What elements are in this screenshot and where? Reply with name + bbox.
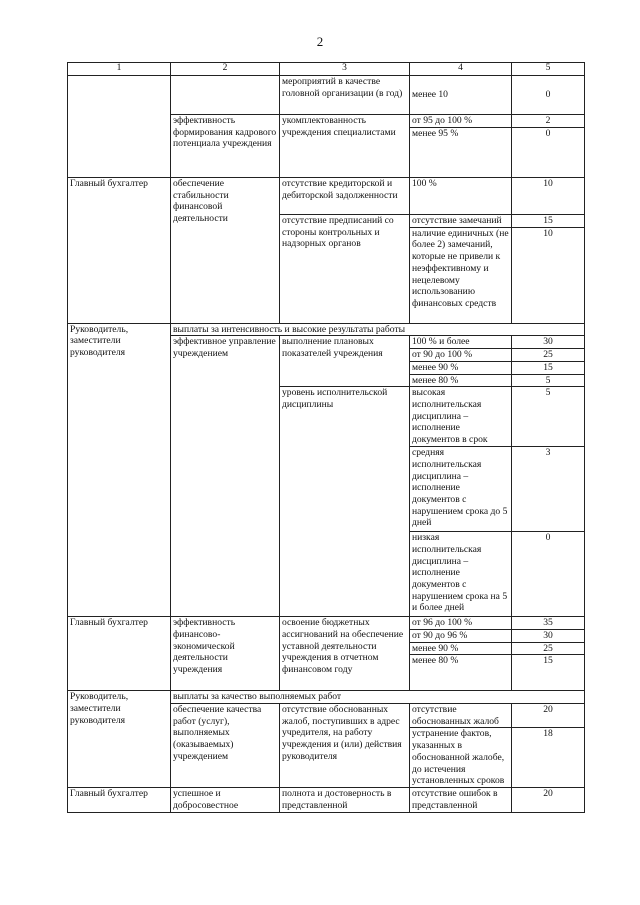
criterion-cell: эффективность финансово-экономической деятельности учреждения [171,617,280,691]
column-header: 4 [410,63,512,76]
condition-cell: от 95 до 100 % [410,115,512,128]
criterion-cell: эффективное управление учреждением [171,336,280,617]
condition-cell: менее 10 [410,76,512,115]
indicator-cell: укомплектованность учреждения специалистами [280,115,410,178]
column-header: 1 [68,63,171,76]
points-cell: 5 [512,374,585,387]
criterion-cell: эффективность формирования кадрового потенциала учреждения [171,115,280,178]
criterion-cell: успешное и добросовестное [171,788,280,812]
condition-cell: устранение фактов, указанных в обоснованной жалобе, до истечения установленных сроков [410,728,512,788]
points-cell: 25 [512,642,585,655]
position-cell: Руководитель, заместители руководителя [68,323,171,617]
page-number: 2 [316,34,324,49]
condition-cell: от 96 до 100 % [410,617,512,630]
points-cell: 35 [512,617,585,630]
points-cell: 5 [512,387,585,447]
criteria-table [67,62,585,813]
points-cell: 25 [512,349,585,362]
condition-cell: отсутствие ошибок в представленной [410,788,512,812]
indicator-cell: мероприятий в качестве головной организации (в год) [280,76,410,115]
condition-cell: от 90 до 96 % [410,629,512,642]
table-row [68,178,585,215]
column-header: 2 [171,63,280,76]
points-cell: 0 [512,127,585,177]
points-cell: 30 [512,336,585,349]
condition-cell: средняя исполнительская дисциплина – исполнение документов с нарушением срока до 5 дней [410,447,512,532]
points-cell: 0 [512,532,585,617]
indicator-cell: уровень исполнительской дисциплины [280,387,410,617]
condition-cell: менее 80 % [410,374,512,387]
column-header: 5 [512,63,585,76]
indicator-cell: освоение бюджетных ассигнований на обеспечение уставной деятельности учреждения в отчетном финансовом году [280,617,410,691]
table-row [68,323,585,336]
points-cell: 0 [512,76,585,115]
condition-cell: отсутствие замечаний [410,215,512,228]
position-cell: Главный бухгалтер [68,788,171,812]
points-cell: 30 [512,629,585,642]
position-cell: Руководитель, заместители руководителя [68,691,171,788]
indicator-cell: отсутствие обоснованных жалоб, поступивших в адрес учредителя, на работу учреждения и (или) действия руководителя [280,704,410,788]
position-cell [68,76,171,178]
table-row [68,691,585,704]
condition-cell: менее 90 % [410,361,512,374]
indicator-cell: выполнение плановых показателей учреждения [280,336,410,387]
points-cell: 3 [512,447,585,532]
condition-cell: низкая исполнительская дисциплина – исполнение документов с нарушением срока на 5 и более дней [410,532,512,617]
condition-cell: 100 % и более [410,336,512,349]
table-row [68,617,585,630]
points-cell: 2 [512,115,585,128]
condition-cell: высокая исполнительская дисциплина – исполнение документов в срок [410,387,512,447]
position-cell: Главный бухгалтер [68,178,171,324]
criterion-cell [171,76,280,115]
condition-cell: 100 % [410,178,512,215]
section-heading: выплаты за интенсивность и высокие результаты работы [171,323,585,336]
points-cell: 15 [512,655,585,691]
condition-cell: наличие единичных (не более 2) замечаний, которые не привели к неэффективному и нецелевому использованию финансовых средств [410,227,512,323]
points-cell: 15 [512,361,585,374]
points-cell: 18 [512,728,585,788]
points-cell: 10 [512,227,585,323]
points-cell: 15 [512,215,585,228]
points-cell: 10 [512,178,585,215]
table-row [68,76,585,115]
condition-cell: от 90 до 100 % [410,349,512,362]
column-header: 3 [280,63,410,76]
position-cell: Главный бухгалтер [68,617,171,691]
condition-cell: менее 90 % [410,642,512,655]
table-header-row [68,63,585,76]
condition-cell: менее 80 % [410,655,512,691]
points-cell: 20 [512,704,585,728]
criterion-cell: обеспечение стабильности финансовой деятельности [171,178,280,324]
indicator-cell: отсутствие кредиторской и дебиторской задолженности [280,178,410,215]
table-row [68,788,585,812]
indicator-cell: полнота и достоверность в представленной [280,788,410,812]
section-heading: выплаты за качество выполняемых работ [171,691,585,704]
condition-cell: менее 95 % [410,127,512,177]
criterion-cell: обеспечение качества работ (услуг), выполняемых (оказываемых) учреждением [171,704,280,788]
points-cell: 20 [512,788,585,812]
condition-cell: отсутствие обоснованных жалоб [410,704,512,728]
indicator-cell: отсутствие предписаний со стороны контрольных и надзорных органов [280,215,410,324]
